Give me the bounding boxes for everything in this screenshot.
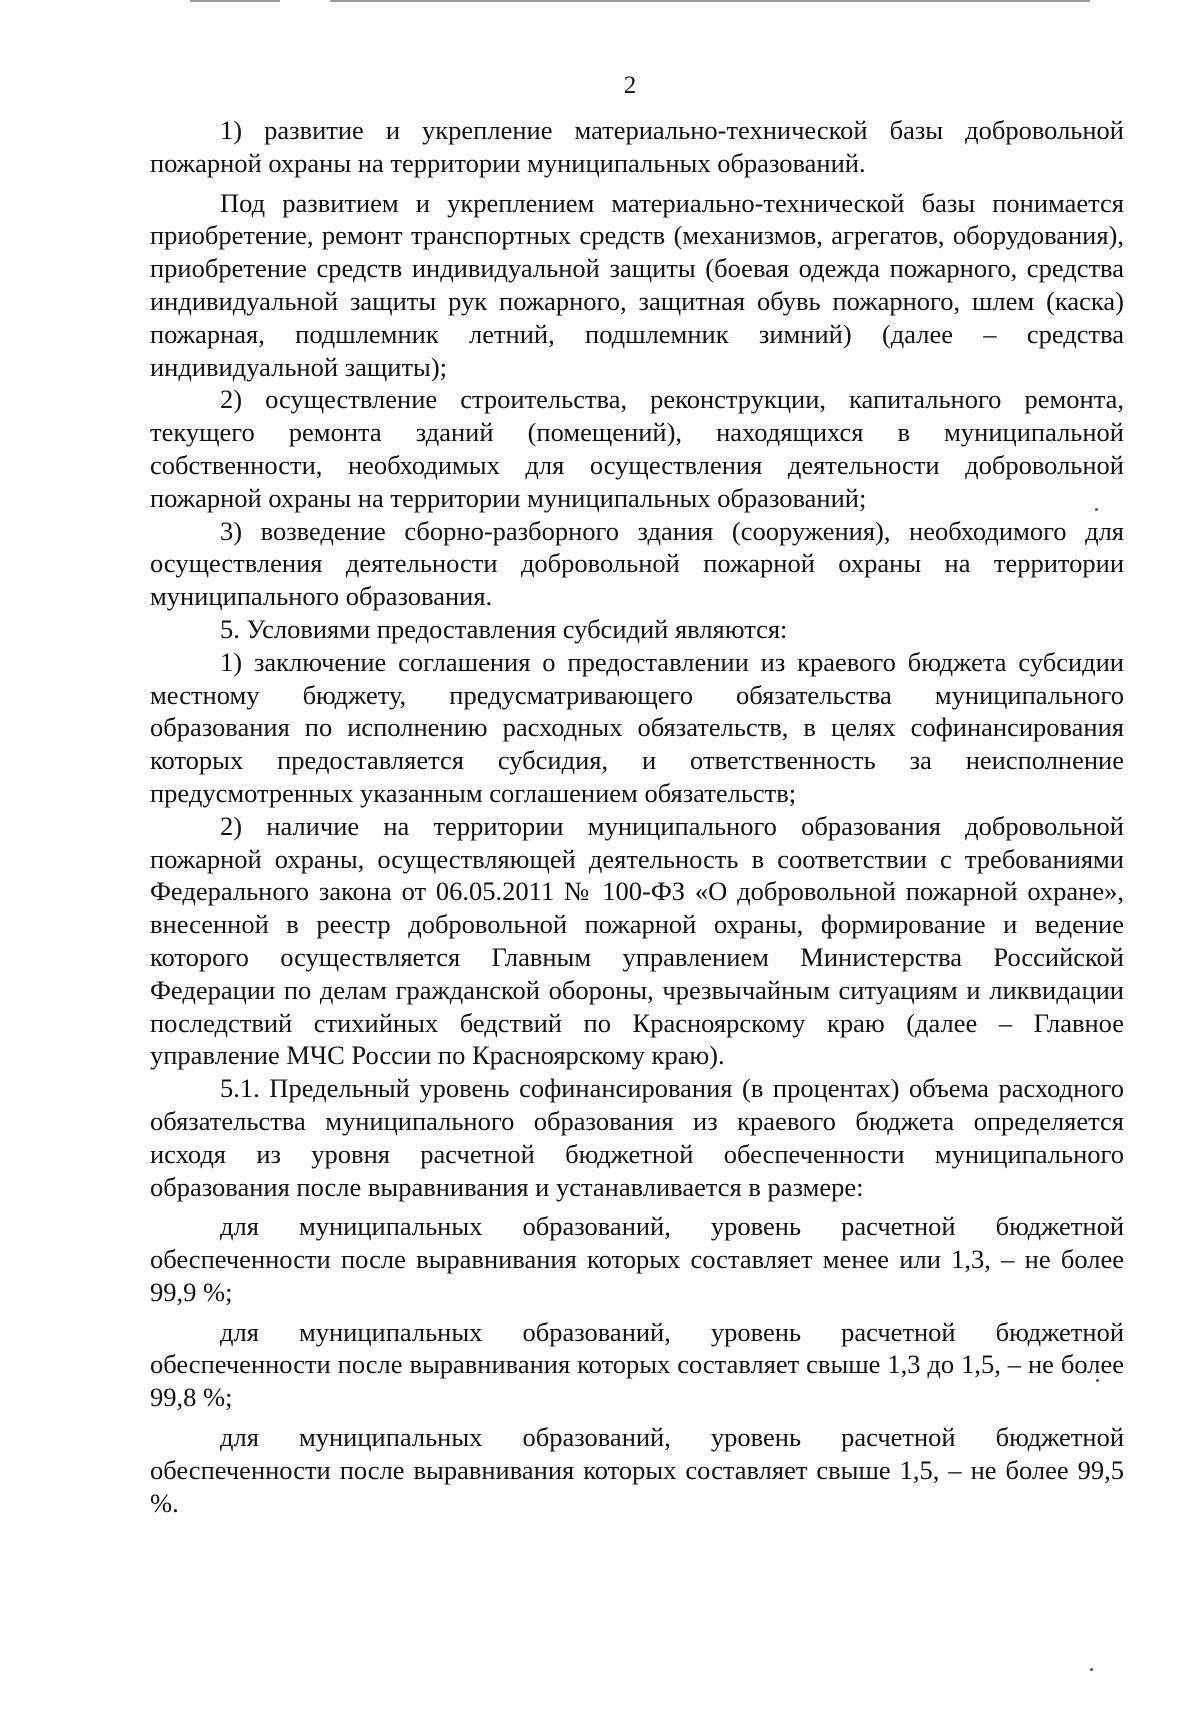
paragraph: 1) развитие и укрепление материально-технической базы добровольной пожарной охраны на территории муниципальных образований. [150, 115, 1124, 178]
paragraph: 3) возведение сборно-разборного здания (сооружения), необходимого для осуществления деятельности добровольной пожарной охраны на территории муниципального образования. [150, 515, 1124, 612]
scan-speck [1095, 508, 1098, 511]
document-body [150, 114, 1124, 1519]
scan-edge-line [190, 0, 280, 2]
scan-speck [1096, 1379, 1099, 1382]
paragraph: 1) заключение соглашения о предоставлении из краевого бюджета субсидии местному бюджету, предусматривающего обязательства муниципального образования по исполнению расходных обязательств, в целях софинансирования которых предоставляется субсидия, и ответственность за неисполнение предусмотренных указанным соглашением обязательств; [150, 646, 1124, 808]
paragraph: для муниципальных образований, уровень расчетной бюджетной обеспеченности после выравнивания которых составляет свыше 1,3 до 1,5, – не более 99,8 %; [150, 1316, 1124, 1413]
paragraph: 2) наличие на территории муниципального образования добровольной пожарной охраны, осуществляющей деятельность в соответствии с требованиями Федерального закона от 06.05.2011 № 100-ФЗ «О добровольной пожарной охране», внесенной в реестр добровольной пожарной охраны, формирование и ведение которого осуществляется Главным управлением Министерства Российской Федерации по делам гражданской обороны, чрезвычайным ситуациям и ликвидации последствий стихийных бедствий по Красноярскому краю (далее – Главное управление МЧС России по Красноярскому краю). [150, 810, 1124, 1071]
page-number: 2 [623, 72, 637, 99]
paragraph: 5. Условиями предоставления субсидий являются: [220, 613, 788, 644]
paragraph: 2) осуществление строительства, реконструкции, капитального ремонта, текущего ремонта зданий (помещений), находящихся в муниципальной собственности, необходимых для осуществления деятельности добровольной пожарной охраны на территории муниципальных образований; [150, 384, 1124, 513]
scan-speck [1090, 1668, 1093, 1671]
paragraph: 5.1. Предельный уровень софинансирования (в процентах) объема расходного обязательства муниципального образования из краевого бюджета определяется исходя из уровня расчетной бюджетной обеспеченности муниципального образования после выравнивания и устанавливается в размере: [150, 1073, 1124, 1202]
paragraph: для муниципальных образований, уровень расчетной бюджетной обеспеченности после выравнивания которых составляет свыше 1,5, – не более 99,5 %. [150, 1422, 1124, 1518]
scan-edge-line [330, 0, 1090, 2]
paragraph: для муниципальных образований, уровень расчетной бюджетной обеспеченности после выравнивания которых составляет менее или 1,3, – не более 99,9 %; [150, 1211, 1124, 1307]
paragraph: Под развитием и укреплением материально-технической базы понимается приобретение, ремонт транспортных средств (механизмов, агрегатов, оборудования), приобретение средств индивидуальной защиты (боевая одежда пожарного, средства индивидуальной защиты рук пожарного, защитная обувь пожарного, шлем (каска) пожарная, подшлемник летний, подшлемник зимний) (далее – средства индивидуальной защиты); [150, 187, 1124, 382]
